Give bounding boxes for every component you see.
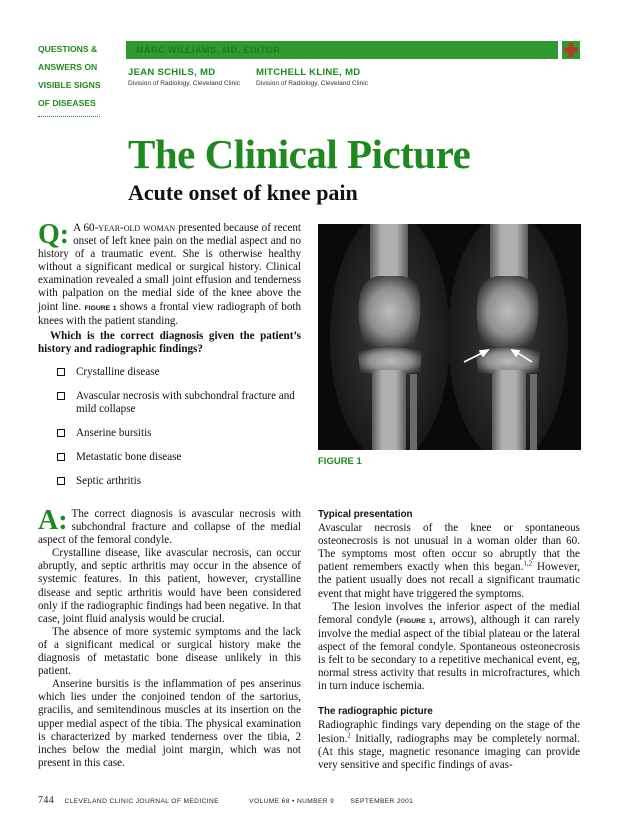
answer-paragraph: The absence of more systemic symptoms and the lack of a significant medical or surgical history make the diagnosis of metastatic bone disease unlikely in this patient. [38,625,301,678]
answer-options [38,366,301,489]
question-text: presented because of recent onset of left knee pain on the medial aspect and no history of a traumatic event. She is otherwise healthy without a significant medical or surgical history. Clinical examination revealed a small joint effusion and tenderness with palpation on the medial side of the knee above the joint line. [38,222,301,313]
author-kline [256,67,368,87]
citation: 1,2 [523,559,533,568]
answer-paragraph [38,505,301,547]
figure-reference: FIGURE 1 [84,304,117,312]
dotted-divider [38,112,100,117]
checkbox-icon[interactable] [57,453,65,461]
section-heading: The radiographic picture [318,706,433,718]
body-text: Initially, radiographs may be completely normal. (At this stage, magnetic resonance imaging can provide very sensitive and specific findings of avas- [318,732,580,771]
figure-reference: FIGURE 1 [399,617,433,625]
option-item[interactable] [38,427,301,440]
journal-volume: VOLUME 68 • NUMBER 9 [249,798,335,805]
page-footer [38,795,598,806]
section-heading: Typical presentation [318,509,413,520]
page-title: The Clinical Picture [128,131,471,177]
knee-radiograph [318,224,581,450]
question-text-2: shows a frontal view radiograph of both knees with the patient standing. [38,300,302,327]
option-label: Metastatic bone disease [76,451,182,464]
option-label: Septic arthritis [76,475,142,488]
question-section [38,219,302,500]
checkbox-icon[interactable] [57,368,65,376]
option-item[interactable] [38,475,301,488]
question-letter: Q: [38,219,70,250]
answer-section [38,505,301,770]
body-text: Radiographic findings vary depending on the stage of the lesion. [318,719,580,745]
option-label: Crystalline disease [76,365,160,378]
option-item[interactable] [38,366,301,379]
journal-date: SEPTEMBER 2001 [350,798,414,805]
section-label-line: OF DISEASES [38,98,96,108]
answer-paragraph: Crystalline disease, like avascular necrosis, can occur abruptly, and septic arthritis may occur in the absence of systemic features. In this patient, however, crystalline disease and septic arthritis would have been considered only if the radiographic findings had been negative. In that case, joint fluid analysis would be crucial. [38,547,301,625]
author-affiliation: Division of Radiology, Cleveland Clinic [128,80,241,87]
question-lead: A 60-year-old woman [73,222,176,234]
checkbox-icon[interactable] [57,429,65,437]
section-label [38,40,120,117]
option-label: Avascular necrosis with subchondral fracture and mild collapse [76,390,295,416]
figure-caption: FIGURE 1 [318,456,362,467]
cross-icon [562,41,580,59]
page-number: 744 [38,795,55,806]
body-paragraph [318,522,580,601]
body-text: However, the patient usually does not recall a significant traumatic event that might have triggered the symptoms. [318,561,580,600]
author-name: JEAN SCHILS, MD [128,67,216,78]
option-item[interactable] [38,451,301,464]
body-text: , arrows), although it can rarely involve the medial aspect of the tibial plateau or the lateral aspect of the femoral condyle. Spontaneous osteonecrosis is felt to be secondary to a repetitive mechanical event, eg, normal stress activity that results in microfractures, which in turn induce ischemia. [318,613,581,693]
author-affiliation: Division of Radiology, Cleveland Clinic [256,80,369,87]
body-text: The lesion involves the inferior aspect of the medial femoral condyle ( [318,600,580,626]
question-prompt: Which is the correct diagnosis given the patient’s history and radiographic findings? [38,329,301,355]
editor-bar: MARC WILLIAMS, MD, EDITOR [126,41,558,59]
body-text: Avascular necrosis of the knee or spontaneous osteonecrosis is not unusual in a woman older than 60. The symptoms most often occur so abruptly that the patient remembers exactly when this began. [318,522,580,574]
answer-text: The correct diagnosis is avascular necrosis with subchondral fracture and collapse of the medial aspect of the femoral condyle. [38,508,301,547]
journal-name: CLEVELAND CLINIC JOURNAL OF MEDICINE [64,798,219,805]
question-paragraph [38,219,302,328]
author-name: MITCHELL KLINE, MD [256,67,361,78]
answer-paragraph: Anserine bursitis is the inflammation of pes anserinus which lies under the conjoined tendon of the sartorius, gracilis, and semitendinous muscles at its insertion on the upper medial aspect of the tibia. The physical examination is characterized by marked tenderness over the tibia, 2 inches below the medial joint margin, which was not present in this case. [38,678,301,769]
answer-letter: A: [38,505,68,536]
body-paragraph [318,719,580,771]
page-subtitle: Acute onset of knee pain [128,180,358,205]
discussion-section [318,508,580,772]
body-paragraph [318,601,580,694]
section-label-line: ANSWERS ON [38,62,98,72]
section-label-line: QUESTIONS & [38,44,98,54]
option-item[interactable] [38,390,301,416]
citation: 2 [347,730,351,739]
option-label: Anserine bursitis [76,427,152,440]
author-schils [128,67,240,87]
checkbox-icon[interactable] [57,477,65,485]
section-label-line: VISIBLE SIGNS [38,80,101,90]
checkbox-icon[interactable] [57,392,65,400]
